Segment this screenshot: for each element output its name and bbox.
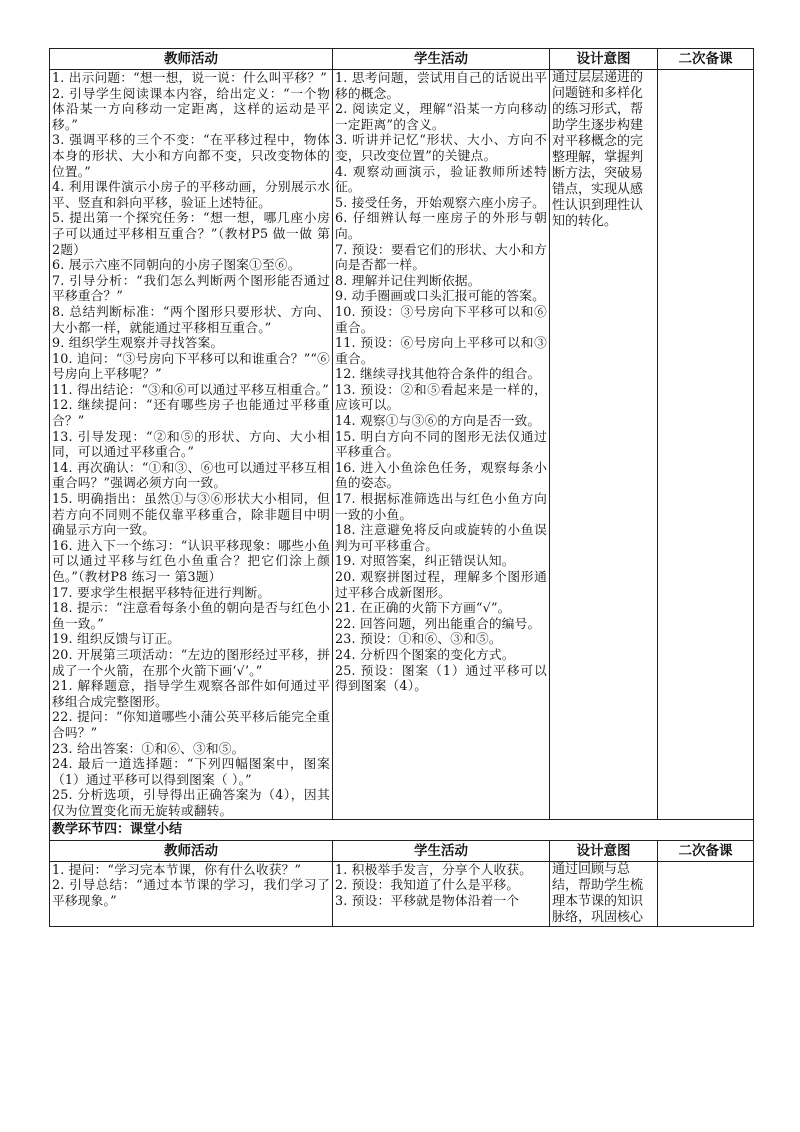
student-step: 3. 听讲并记忆“形状、大小、方向不变，只改变位置”的关键点。 [335, 132, 547, 163]
student-step: 5. 接受任务，开始观察六座小房子。 [335, 194, 546, 210]
student-step: 4. 观察动画演示，验证教师所述特征。 [335, 163, 547, 195]
student-step: 1. 思考问题，尝试用自己的话说出平移的概念。 [335, 70, 547, 101]
header-student-activity: 学生活动 [333, 840, 550, 861]
teacher-step: 25. 分析选项，引导得出正确答案为（4），因其仅为位置变化而无旋转或翻转。 [52, 787, 330, 818]
student-step: 21. 在正确的火箭下方画“√”。 [335, 600, 511, 616]
student-step: 8. 理解并记住判断依据。 [335, 272, 481, 288]
student-step: 14. 观察①与③⑥的方向是否一致。 [335, 413, 541, 429]
student-step: 24. 分析四个图案的变化方式。 [335, 646, 515, 662]
student-step: 20. 观察拼图过程，理解多个图形通过平移合成新图形。 [335, 569, 547, 600]
teacher-step: 23. 给出答案：①和⑥、③和⑤。 [52, 740, 245, 756]
teacher-step: 1. 提问：“学习完本节课，你有什么收获？” [52, 861, 302, 877]
teacher-activity-cell [50, 70, 333, 820]
secondary-prep-cell [658, 861, 754, 926]
header-secondary-prep: 二次备课 [658, 49, 754, 70]
student-step: 12. 继续寻找其他符合条件的组合。 [335, 366, 541, 382]
design-intent-cell: 通过回顾与总结，帮助学生梳理本节课的知识脉络，巩固核心 [550, 861, 658, 926]
student-step: 23. 预设：①和⑥、③和⑤。 [335, 631, 502, 647]
student-step: 13. 预设：②和⑤看起来是一样的，应该可以。 [335, 381, 547, 413]
student-step: 10. 预设：③号房向下平移可以和⑥重合。 [335, 303, 547, 335]
student-step: 15. 明白方向不同的图形无法仅通过平移重合。 [335, 428, 547, 460]
header-teacher-activity: 教师活动 [50, 49, 333, 70]
student-activity-cell [333, 861, 550, 926]
student-step: 6. 仔细辨认每一座房子的外形与朝向。 [335, 210, 547, 241]
student-step: 17. 根据标准筛选出与红色小鱼方向一致的小鱼。 [335, 491, 547, 522]
teacher-step: 5. 提出第一个探究任务：“想一想，哪几座小房子可以通过平移相互重合？”（教材P5 做一做 第2题） [52, 210, 330, 257]
table-header-row [50, 840, 754, 861]
lesson-plan-table [49, 48, 754, 927]
student-activity-cell [333, 70, 550, 820]
header-design-intent: 设计意图 [550, 49, 658, 70]
student-step: 11. 预设：⑥号房向上平移可以和③重合。 [335, 335, 547, 366]
student-step: 9. 动手圈画或口头汇报可能的答案。 [335, 288, 546, 304]
teacher-step: 9. 组织学生观察并寻找答案。 [52, 335, 224, 351]
header-student-activity: 学生活动 [333, 49, 550, 70]
teacher-step: 15. 明确指出：虽然①与③⑥形状大小相同，但若方向不同则不能仅靠平移重合，除非题目中明确显示方向一致。 [52, 491, 330, 538]
teacher-step: 20. 开展第三项活动：“左边的图形经过平移，拼成了一个火箭，在那个火箭下画‘√’。” [52, 646, 330, 678]
teacher-step: 21. 解释题意，指导学生观察各部件如何通过平移组合成完整图形。 [52, 678, 330, 709]
student-step: 16. 进入小鱼涂色任务，观察每条小鱼的姿态。 [335, 459, 547, 491]
student-step: 25. 预设：图案（1）通过平移可以得到图案（4）。 [335, 662, 547, 694]
student-step: 2. 阅读定义，理解“沿某一方向移动一定距离”的含义。 [335, 101, 547, 132]
teacher-step: 11. 得出结论：“③和⑥可以通过平移互相重合。” [52, 381, 329, 397]
header-teacher-activity: 教师活动 [50, 840, 333, 861]
teacher-step: 18. 提示：“注意看每条小鱼的朝向是否与红色小鱼一致。” [52, 600, 330, 631]
student-step: 18. 注意避免将反向或旋转的小鱼误判为可平移重合。 [335, 522, 547, 553]
table-header-row [50, 49, 754, 70]
header-design-intent: 设计意图 [550, 840, 658, 861]
section-header-row [50, 819, 754, 840]
teacher-step: 8. 总结判断标准：“两个图形只要形状、方向、大小都一样，就能通过平移相互重合。” [52, 303, 330, 335]
teacher-step: 7. 引导分析：“我们怎么判断两个图形能否通过平移重合？” [52, 272, 330, 304]
design-intent-cell: 通过层层递进的问题链和多样化的练习形式，帮助学生逐步构建对平移概念的完整理解，掌握判断方法，突破易错点，实现从感性认识到理性认知的转化。 [550, 70, 658, 820]
teacher-step: 2. 引导总结：“通过本节课的学习，我们学习了平移现象。” [52, 877, 330, 908]
activity-row [50, 861, 754, 926]
header-secondary-prep: 二次备课 [658, 840, 754, 861]
teacher-step: 10. 追问：“③号房向下平移可以和谁重合？”“⑥号房向上平移呢？” [52, 350, 330, 382]
teacher-step: 2. 引导学生阅读课本内容，给出定义：“一个物体沿某一方向移动一定距离，这样的运动是平移。” [52, 85, 330, 132]
teacher-step: 3. 强调平移的三个不变：“在平移过程中，物体本身的形状、大小和方向都不变，只改变物体的位置。” [52, 132, 330, 179]
student-step: 3. 预设：平移就是物体沿着一个 [335, 892, 520, 908]
teacher-step: 13. 引导发现：“②和⑤的形状、方向、大小相同，可以通过平移重合。” [52, 428, 330, 460]
teacher-step: 12. 继续提问：“还有哪些房子也能通过平移重合？” [52, 397, 330, 429]
teacher-step: 14. 再次确认：“①和③、⑥也可以通过平移互相重合吗？”强调必须方向一致。 [52, 459, 330, 491]
section-title: 教学环节四：课堂小结 [50, 819, 754, 840]
student-step: 22. 回答问题，列出能重合的编号。 [335, 615, 541, 631]
teacher-step: 17. 要求学生根据平移特征进行判断。 [52, 584, 271, 600]
teacher-activity-cell [50, 861, 333, 926]
teacher-step: 19. 组织反馈与订正。 [52, 631, 181, 647]
secondary-prep-cell [658, 70, 754, 820]
teacher-step: 4. 利用课件演示小房子的平移动画，分别展示水平、竖直和斜向平移，验证上述特征。 [52, 179, 330, 210]
teacher-step: 22. 提问：“你知道哪些小蒲公英平移后能完全重合吗？” [52, 709, 330, 740]
teacher-step: 1. 出示问题：“想一想，说一说：什么叫平移？” [52, 70, 327, 85]
teacher-step: 6. 展示六座不同朝向的小房子图案①至⑥。 [52, 257, 301, 273]
teacher-step: 24. 最后一道选择题：“下列四幅图案中，图案（1）通过平移可以得到图案（ ）。” [52, 756, 330, 787]
student-step: 19. 对照答案，纠正错误认知。 [335, 553, 515, 569]
student-step: 7. 预设：要看它们的形状、大小和方向是否都一样。 [335, 241, 547, 273]
student-step: 1. 积极举手发言，分享个人收获。 [335, 861, 533, 877]
student-step: 2. 预设：我知道了什么是平移。 [335, 877, 520, 893]
activity-row [50, 70, 754, 820]
teacher-step: 16. 进入下一个练习：“认识平移现象：哪些小鱼可以通过平移与红色小鱼重合？把它们涂上颜色。”（教材P8 练习一 第3题） [52, 537, 330, 584]
